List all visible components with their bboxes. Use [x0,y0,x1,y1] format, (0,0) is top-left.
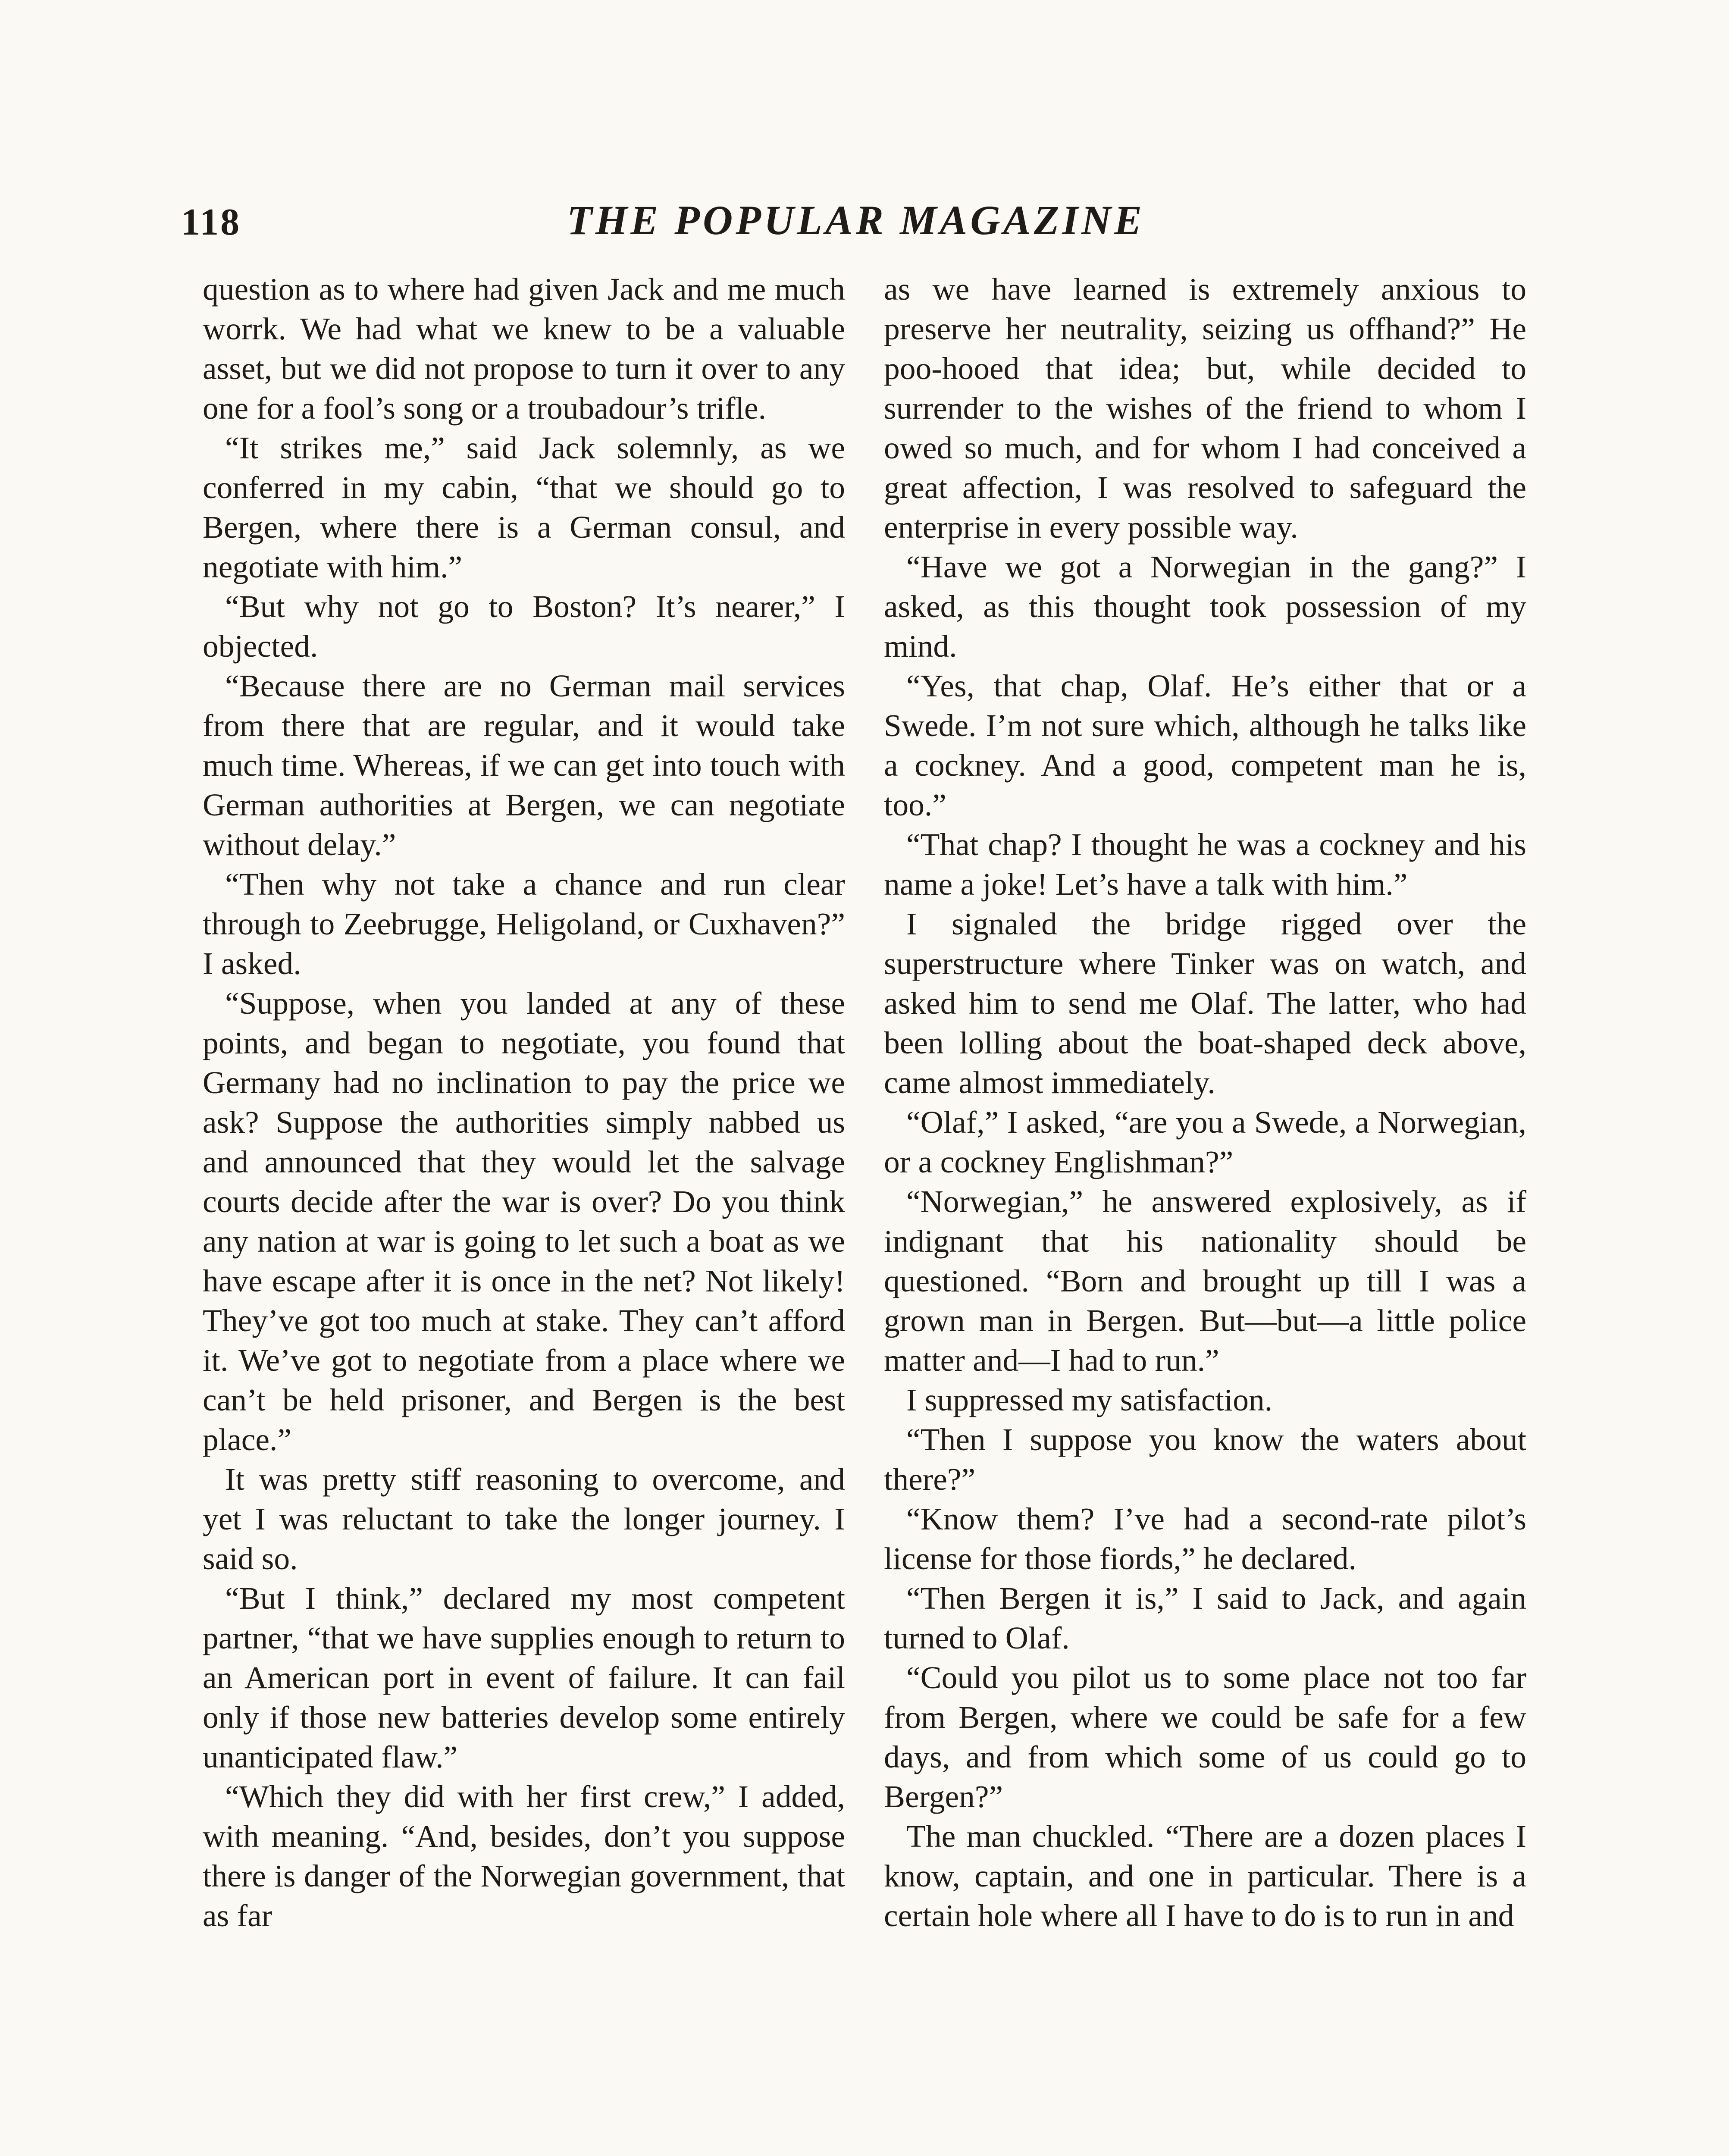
paragraph: It was pretty stiff reasoning to overcome, and yet I was reluctant to take the longer journey. I said so. [203,1462,845,1576]
paragraph: “That chap? I thought he was a cockney and his name a joke! Let’s have a talk with him.” [884,827,1526,902]
paragraph: “Because there are no German mail services from there that are regular, and it would take much time. Whereas, if we can get into touch with German authorities at Bergen, we can negotiate without delay.” [203,668,845,862]
paragraph: “Yes, that chap, Olaf. He’s either that or a Swede. I’m not sure which, although he talks like a cockney. And a good, competent man he is, too.” [884,668,1526,822]
paragraph: “Could you pilot us to some place not too far from Bergen, where we could be safe for a few days, and from which some of us could go to Bergen?” [884,1660,1526,1814]
paragraph: “Norwegian,” he answered explosively, as if indignant that his nationality should be questioned. “Born and brought up till I was a grown man in Bergen. But—but—a little police matter and—I had to run.” [884,1184,1526,1378]
left-text-column [203,270,845,1936]
paragraph: I signaled the bridge rigged over the superstructure where Tinker was on watch, and asked him to send me Olaf. The latter, who had been lolling about the boat-shaped deck above, came almost immediately. [884,906,1526,1100]
page-header [181,196,1531,257]
paragraph: “Then Bergen it is,” I said to Jack, and again turned to Olaf. [884,1581,1526,1655]
paragraph: “Then why not take a chance and run clear through to Zeebrugge, Heligoland, or Cuxhaven?” I asked. [203,867,845,981]
paragraph: I suppressed my satisfaction. [906,1382,1273,1417]
paragraph: “It strikes me,” said Jack solemnly, as we conferred in my cabin, “that we should go to Bergen, where there is a German consul, and negotiate with him.” [203,430,845,584]
paragraph: “Suppose, when you landed at any of these points, and began to negotiate, you found that Germany had no inclination to pay the price we ask? Suppose the authorities simply nabbed us and announced that they would let the salvage courts decide after the war is over? Do you think any nation at war is going to let such a boat as we have escape after it is once in the net? Not likely! They’ve got too much at stake. They can’t afford it. We’ve got to negotiate from a place where we can’t be held prisoner, and Bergen is the best place.” [203,986,845,1457]
paragraph: “Have we got a Norwegian in the gang?” I asked, as this thought took possession of my mind. [884,549,1526,664]
page-number: 118 [181,201,241,243]
right-text-column [884,270,1526,1936]
paragraph: “Know them? I’ve had a second-rate pilot’s license for those fiords,” he declared. [884,1501,1526,1576]
paragraph: “Which they did with her first crew,” I added, with meaning. “And, besides, don’t you suppose there is danger of the Norwegian government, that as far [203,1779,845,1933]
paragraph: The man chuckled. “There are a dozen places I know, captain, and one in particular. There is a certain hole where all I have to do is to run in and [884,1819,1526,1933]
paragraph: question as to where had given Jack and me much worrk. We had what we knew to be a valuable asset, but we did not propose to turn it over to any one for a fool’s song or a troubadour’s trifle. [203,272,845,426]
paragraph: “Olaf,” I asked, “are you a Swede, a Norwegian, or a cockney Englishman?” [884,1105,1526,1179]
paragraph: “But why not go to Boston? It’s nearer,” I objected. [203,589,845,664]
paragraph: “But I think,” declared my most competent partner, “that we have supplies enough to return to an American port in event of failure. It can fail only if those new batteries develop some entirely unanticipated flaw.” [203,1581,845,1774]
paragraph: as we have learned is extremely anxious to preserve her neutrality, seizing us offhand?” He poo-hooed that idea; but, while decided to surrender to the wishes of the friend to whom I owed so much, and for whom I had conceived a great affection, I was resolved to safeguard the enterprise in every possible way. [884,272,1526,545]
paragraph: “Then I suppose you know the waters about there?” [884,1422,1526,1497]
running-title: THE POPULAR MAGAZINE [567,197,1145,243]
